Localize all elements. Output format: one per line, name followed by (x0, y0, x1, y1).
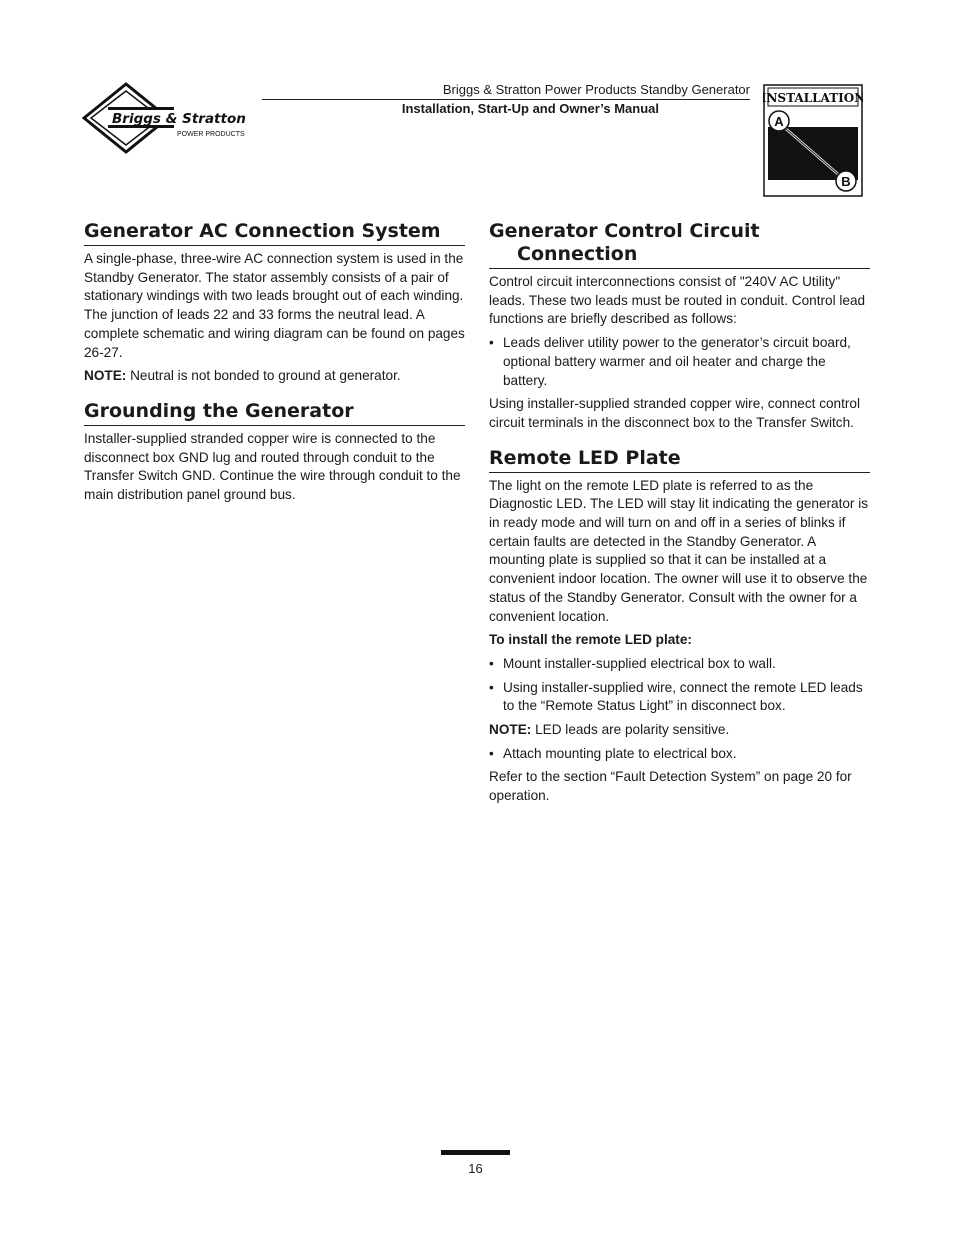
section-heading-ac-connection: Generator AC Connection System (84, 220, 465, 246)
section-heading-control-circuit (489, 220, 870, 269)
list-item: • Using installer-supplied wire, connect the remote LED leads to the “Remote Status Light” in disconnect box. (489, 679, 870, 716)
grounding-paragraph: Installer-supplied stranded copper wire is connected to the disconnect box GND lug and routed through conduit to the Transfer Switch GND. Continue the wire through conduit to the main distribution panel ground bus. (84, 430, 461, 503)
note-label: NOTE: (489, 722, 532, 738)
note-text: LED leads are polarity sensitive. (531, 722, 730, 738)
control-circuit-list (489, 334, 870, 390)
logo-subtext: POWER PRODUCTS (177, 131, 245, 138)
remote-led-reference: Refer to the section “Fault Detection System” on page 20 for operation. (489, 769, 852, 804)
section-heading-grounding: Grounding the Generator (84, 400, 465, 426)
heading-line-1: Generator Control Circuit (489, 220, 760, 242)
briggs-stratton-logo (82, 82, 254, 154)
installation-label: INSTALLATION (763, 91, 863, 105)
install-steps-list-2 (489, 745, 870, 764)
ac-connection-note (84, 367, 465, 386)
installation-section-icon (763, 84, 863, 197)
note-label: NOTE: (84, 368, 127, 384)
header-subtitle: Installation, Start-Up and Owner’s Manual (401, 101, 659, 116)
list-item: • Leads deliver utility power to the generator’s circuit board, optional battery warmer and oil heater and charge the battery. (489, 334, 870, 390)
ac-connection-paragraph: A single-phase, three-wire AC connection system is used in the Standby Generator. The stator assembly consists of a pair of stationary windings with two leads brought out of each winding. The junction of leads 22 and 33 forms the neutral lead. A complete schematic and wiring diagram can be found on pages 26-27. (84, 251, 465, 360)
header-rule (262, 99, 750, 100)
remote-led-note (489, 721, 870, 740)
point-a-label: A (774, 114, 784, 129)
page-number: 16 (468, 1161, 483, 1176)
control-circuit-paragraph: Control circuit interconnections consist of "240V AC Utility" leads. These two leads must be routed in conduit. Control lead functions are briefly described as follows: (489, 274, 866, 327)
logo-text: Briggs & Stratton (112, 111, 246, 127)
install-steps-subheading: To install the remote LED plate: (489, 632, 692, 648)
footer-bar (441, 1150, 510, 1155)
left-column (84, 220, 465, 510)
note-text: Neutral is not bonded to ground at generator. (126, 368, 401, 384)
control-circuit-paragraph-2: Using installer-supplied stranded copper wire, connect control circuit terminals in the disconnect box to the Transfer Switch. (489, 396, 861, 430)
remote-led-paragraph: The light on the remote LED plate is referred to as the Diagnostic LED. The LED will stay lit indicating the generator is in ready mode and will turn on and off in a series of blinks if certain faults are detected in the Standby Generator. A mounting plate is supplied so that it can be installed at a convenient indoor location. The owner will use it to observe the status of the Standby Generator. Consult with the owner for a convenient location. (489, 477, 869, 624)
list-item: • Mount installer-supplied electrical box to wall. (489, 655, 870, 674)
point-b-label: B (841, 174, 851, 189)
section-heading-remote-led: Remote LED Plate (489, 447, 870, 473)
header-title: Briggs & Stratton Power Products Standby Generator (442, 82, 750, 97)
install-steps-list (489, 655, 870, 716)
right-column (489, 220, 870, 811)
heading-line-2: Connection (517, 243, 638, 265)
list-item: • Attach mounting plate to electrical box. (489, 745, 870, 764)
